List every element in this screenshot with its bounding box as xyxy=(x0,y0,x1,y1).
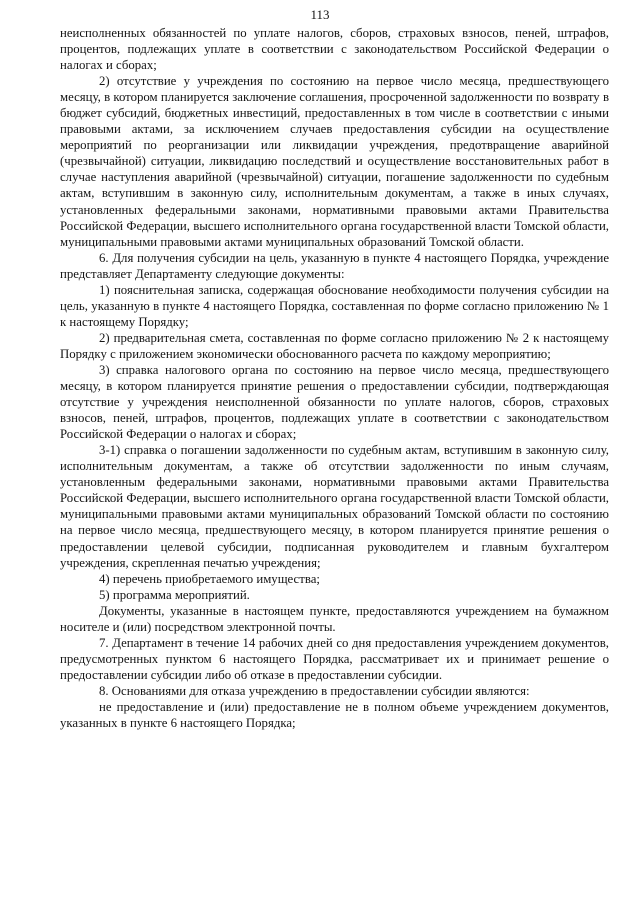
page-number: 113 xyxy=(310,7,330,22)
document-body xyxy=(60,25,609,731)
paragraph-clause-6: 6. Для получения субсидии на цель, указанную в пункте 4 настоящего Порядка, учреждение представляет Департаменту следующие документы: xyxy=(60,250,609,281)
paragraph-continuation: неисполненных обязанностей по уплате налогов, сборов, страховых взносов, пеней, штрафов, процентов, подлежащих уплате в соответствии с законодательством Российской Федерации о налогах и сборах; xyxy=(60,26,609,73)
paragraph-documents-note: Документы, указанные в настоящем пункте, предоставляются учреждением на бумажном носителе и (или) посредством электронной почты. xyxy=(60,603,609,634)
paragraph-doc-item-4: 4) перечень приобретаемого имущества; xyxy=(99,571,320,586)
paragraph-item-2: 2) отсутствие у учреждения по состоянию на первое число месяца, предшествующего месяцу, в котором планируется заключение соглашения, просроченной задолженности по возврату в бюджет субсидий, бюджетных инвестиций, предоставленных в том числе в соответствии с иными правовыми актами, за исключением случаев предоставления субсидии на осуществление мероприятий по реорганизации или ликвидации учреждения, предотвращение аварийной (чрезвычайной) ситуации, ликвидацию последствий и осуществление восстановительных работ в случае наступления аварийной (чрезвычайной) ситуации, погашение задолженности по судебным актам, вступившим в законную силу, исполнительным документам, а также в иных случаях, установленных федеральными законами, нормативными правовыми актами Правительства Российской Федерации, высшего исполнительного органа государственной власти Томской области, муниципальными правовыми актами муниципальных образований Томской области. xyxy=(60,74,609,249)
paragraph-clause-8: 8. Основаниями для отказа учреждению в предоставлении субсидии являются: xyxy=(99,683,530,698)
paragraph-doc-item-3: 3) справка налогового органа по состоянию на первое число месяца, предшествующего месяцу, в котором планируется принятие решения о предоставлении субсидии, подтверждающая отсутствие у учреждения неисполненной обязанности по уплате налогов, сборов, страховых взносов, пеней, штрафов, процентов, подлежащих уплате в соответствии с законодательством Российской Федерации о налогах и сборах; xyxy=(60,362,609,442)
paragraph-refusal-reason: не предоставление и (или) предоставление не в полном объеме учреждением документов, указанных в пункте 6 настоящего Порядка; xyxy=(60,699,609,731)
paragraph-doc-item-1: 1) пояснительная записка, содержащая обоснование необходимости получения субсидии на цель, указанную в пункте 4 настоящего Порядка, составленная по форме согласно приложению № 1 к настоящему Порядку; xyxy=(60,282,609,329)
paragraph-doc-item-2: 2) предварительная смета, составленная по форме согласно приложению № 2 к настоящему Порядку с приложением экономически обоснованного расчета по каждому мероприятию; xyxy=(60,330,609,361)
paragraph-doc-item-5: 5) программа мероприятий. xyxy=(99,587,250,602)
paragraph-doc-item-3-1: 3-1) справка о погашении задолженности по судебным актам, вступившим в законную силу, исполнительным документам, а также об отсутствии задолженности по иным случаям, установленным федеральными законами, нормативными правовыми актами Правительства Российской Федерации, высшего исполнительного органа государственной власти Томской области, муниципальными правовыми актами муниципальных образований Томской области по состоянию на первое число месяца, предшествующего месяцу, в котором планируется принятие решения о предоставлении целевой субсидии, подписанная руководителем и главным бухгалтером учреждения, скрепленная печатью учреждения; xyxy=(60,443,609,570)
paragraph-clause-7: 7. Департамент в течение 14 рабочих дней со дня предоставления учреждением документов, предусмотренных пунктом 6 настоящего Порядка, рассматривает их и принимает решение о предоставлении субсидии либо об отказе в предоставлении субсидии. xyxy=(60,635,609,682)
